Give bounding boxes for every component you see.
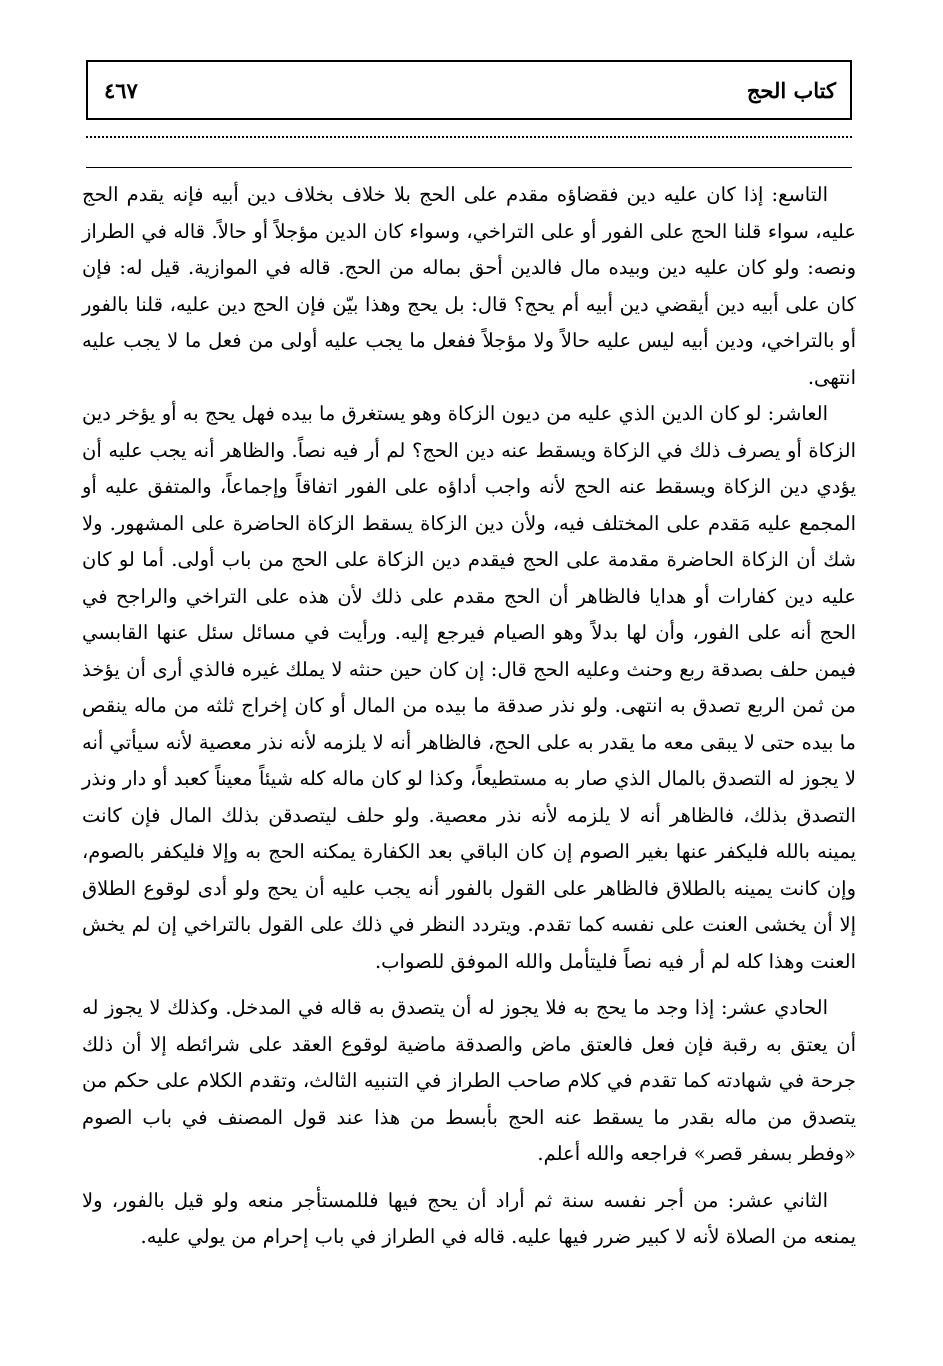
page-number: ٤٦٧: [104, 78, 138, 103]
solid-divider: [86, 167, 852, 168]
paragraph-twelfth: الثاني عشر: من أجر نفسه سنة ثم أراد أن يحج فيها فللمستأجر منعه ولو قيل بالفور، ولا يمنعه من الصلاة لأنه لا كبير ضرر فيها عليه. قاله في الطراز في باب إحرام من يولي عليه.: [82, 1188, 856, 1248]
paragraph-tenth: العاشر: لو كان الدين الذي عليه من ديون الزكاة وهو يستغرق ما بيده فهل يحج به أو يؤخر دين الزكاة أو يصرف ذلك في الزكاة ويسقط عنه دين الحج؟ لم أر فيه نصاً. والظاهر أنه يجب عليه أن يؤدي دين الزكاة ويسقط عنه الحج لأنه واجب أداؤه على الفور اتفاقاً وإجماعاً، والمتفق عليه أو المجمع عليه مَقدم على المختلف فيه، ولأن دين الزكاة يسقط الزكاة الحاضرة على المشهور. ولا شك أن الزكاة الحاضرة مقدمة على الحج فيقدم دين الزكاة على الحج من باب أولى. أما لو كان عليه دين كفارات أو هدايا فالظاهر أن الحج مقدم على ذلك لأن هذه على التراخي والراجح في الحج أنه على الفور، وأن لها بدلاً وهو الصيام فيرجع إليه. ورأيت في مسائل سئل عنها القابسي فيمن حلف بصدقة ربع وحنث وعليه الحج قال: إن كان حين حنثه لا يملك غيره فالذي أرى أن يؤخذ من ثمن الربع تصدق به انتهى. ولو نذر صدقة ما بيده من المال أو كان إخراج ثلثه من ماله ينقص ما بيده حتى لا يبقى معه ما يقدر به على الحج، فالظاهر أنه لا يلزمه لأنه نذر معصية لأنه سيأتي أنه لا يجوز له التصدق بالمال الذي صار به مستطيعاً، وكذا لو كان ماله كله شيئاً معيناً كعبد أو دار ونذر التصدق بذلك، فالظاهر أنه لا يلزمه لأنه نذر معصية. ولو حلف ليتصدقن بذلك المال فإن كانت يمينه بالله فليكفر عنها بغير الصوم إن كان الباقي بعد الكفارة يمكنه الحج به وإلا فليكفر بالصوم، وإن كانت يمينه بالطلاق فالظاهر على القول بالفور أنه يجب عليه أن يحج ولو أدى لوقوع الطلاق إلا أن يخشى العنت على نفسه كما تقدم. ويتردد النظر في ذلك على القول بالتراخي إن لم يخش العنت وهذا كله لم أر فيه نصاً فليتأمل والله الموفق للصواب.: [82, 402, 856, 973]
page-header: [86, 60, 852, 120]
page-body: [82, 177, 856, 1256]
paragraph-eleventh: الحادي عشر: إذا وجد ما يحج به فلا يجوز له أن يتصدق به قاله في المدخل. وكذلك لا يجوز له أن يعتق به رقبة فإن فعل فالعتق ماض والصدقة ماضية لوقوع العقد على شرائطه إلا أن ذلك جرحة في شهادته كما تقدم في كلام صاحب الطراز في التنبيه الثالث، وتقدم الكلام على حكم من يتصدق من ماله بقدر ما يسقط عنه الحج بأبسط من هذا عند قول المصنف في باب الصوم «وفطر بسفر قصر» فراجعه والله أعلم.: [82, 996, 856, 1165]
chapter-title: كتاب الحج: [746, 78, 836, 103]
paragraph-ninth: التاسع: إذا كان عليه دين فقضاؤه مقدم على الحج بلا خلاف بخلاف دين أبيه فإنه يقدم الحج عليه، سواء قلنا الحج على الفور أو على التراخي، وسواء كان الدين مؤجلاً أو حالاً. قاله في الطراز ونصه: ولو كان عليه دين وبيده مال فالدين أحق بماله من الحج. قاله في الموازية. قيل له: فإن كان على أبيه دين أيقضي دين أبيه أم يحج؟ قال: بل يحج وهذا بيّن فإن الحج دين عليه، قلنا بالفور أو بالتراخي، ودين أبيه ليس عليه حالاً ولا مؤجلاً ففعل ما يجب عليه أولى من فعل ما لا يجب عليه انتهى.: [82, 183, 856, 389]
dotted-divider: [86, 136, 852, 138]
